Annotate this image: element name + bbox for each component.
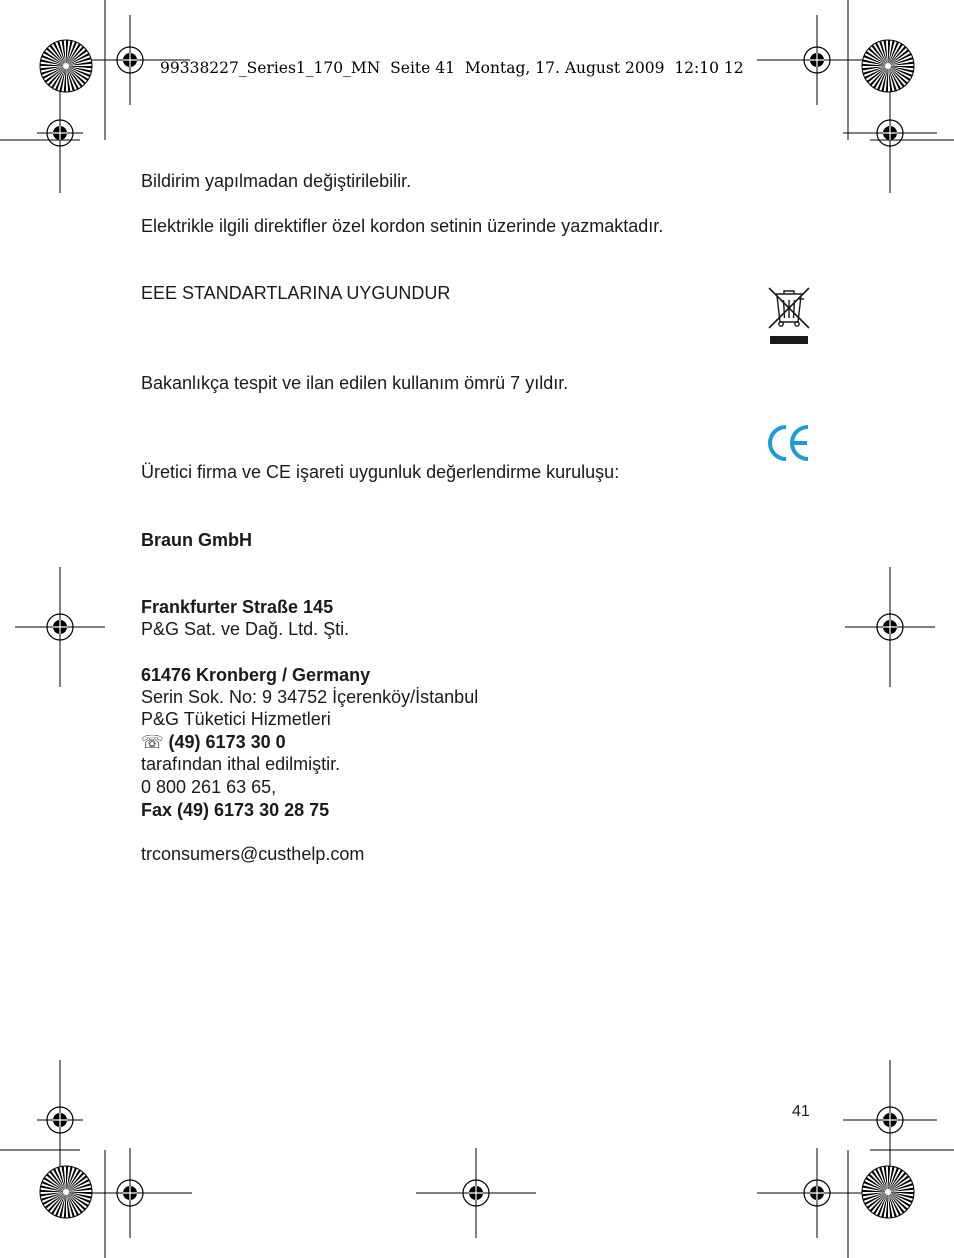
consumer-service-phone: 0 800 261 63 65, <box>141 776 277 797</box>
importer-note: tarafından ithal edilmiştir. <box>141 754 341 774</box>
company-name: Braun GmbH <box>141 529 253 550</box>
print-slug: 99338227_Series1_170_MN Seite 41 Montag, 17. August 2009 12:10 12 <box>160 59 744 77</box>
company-phone: (49) 6173 30 0 <box>168 732 286 752</box>
ce-mark-icon <box>765 422 813 469</box>
company-fax: Fax (49) 6173 30 28 75 <box>141 799 330 820</box>
importer-address: Serin Sok. No: 9 34752 İçerenköy/İstanbul <box>141 686 479 707</box>
consumer-service-name: P&G Tüketici Hizmetleri <box>141 709 331 729</box>
usage-lifetime: Bakanlıkça tespit ve ilan edilen kullanım ömrü 7 yıldır. <box>141 373 569 393</box>
manufacturer-intro: Üretici firma ve CE işareti uygunluk değerlendirme kuruluşu: <box>141 462 620 482</box>
registration-crosshair-icon <box>37 1060 83 1180</box>
registration-crosshair-icon <box>845 567 935 687</box>
importer-name: P&G Sat. ve Dağ. Ltd. Şti. <box>141 619 350 639</box>
phone-icon: ☏ <box>141 732 164 752</box>
registration-crosshair-icon <box>416 1148 536 1238</box>
registration-crosshair-icon <box>757 15 877 105</box>
notice-directive: Elektrikle ilgili direktifler özel kordon setinin üzerinde yazmaktadır. <box>141 216 664 236</box>
starburst-calibration-icon <box>40 40 92 92</box>
crossed-out-wheelie-bin-icon <box>766 285 812 352</box>
notice-change: Bildirim yapılmadan değiştirilebilir. <box>141 171 412 191</box>
eee-compliance: EEE STANDARTLARINA UYGUNDUR <box>141 283 451 303</box>
starburst-calibration-icon <box>862 40 914 92</box>
company-city: 61476 Kronberg / Germany <box>141 664 371 685</box>
consumer-service-email: trconsumers@custhelp.com <box>141 844 365 864</box>
company-street: Frankfurter Straße 145 <box>141 597 334 617</box>
registration-crosshair-icon <box>843 1060 937 1180</box>
registration-crosshair-icon <box>15 567 105 687</box>
registration-crosshair-icon <box>757 1148 877 1238</box>
starburst-calibration-icon <box>40 1166 92 1218</box>
page-number: 41 <box>792 1103 810 1120</box>
consumer-service-block <box>141 663 364 911</box>
starburst-calibration-icon <box>862 1166 914 1218</box>
